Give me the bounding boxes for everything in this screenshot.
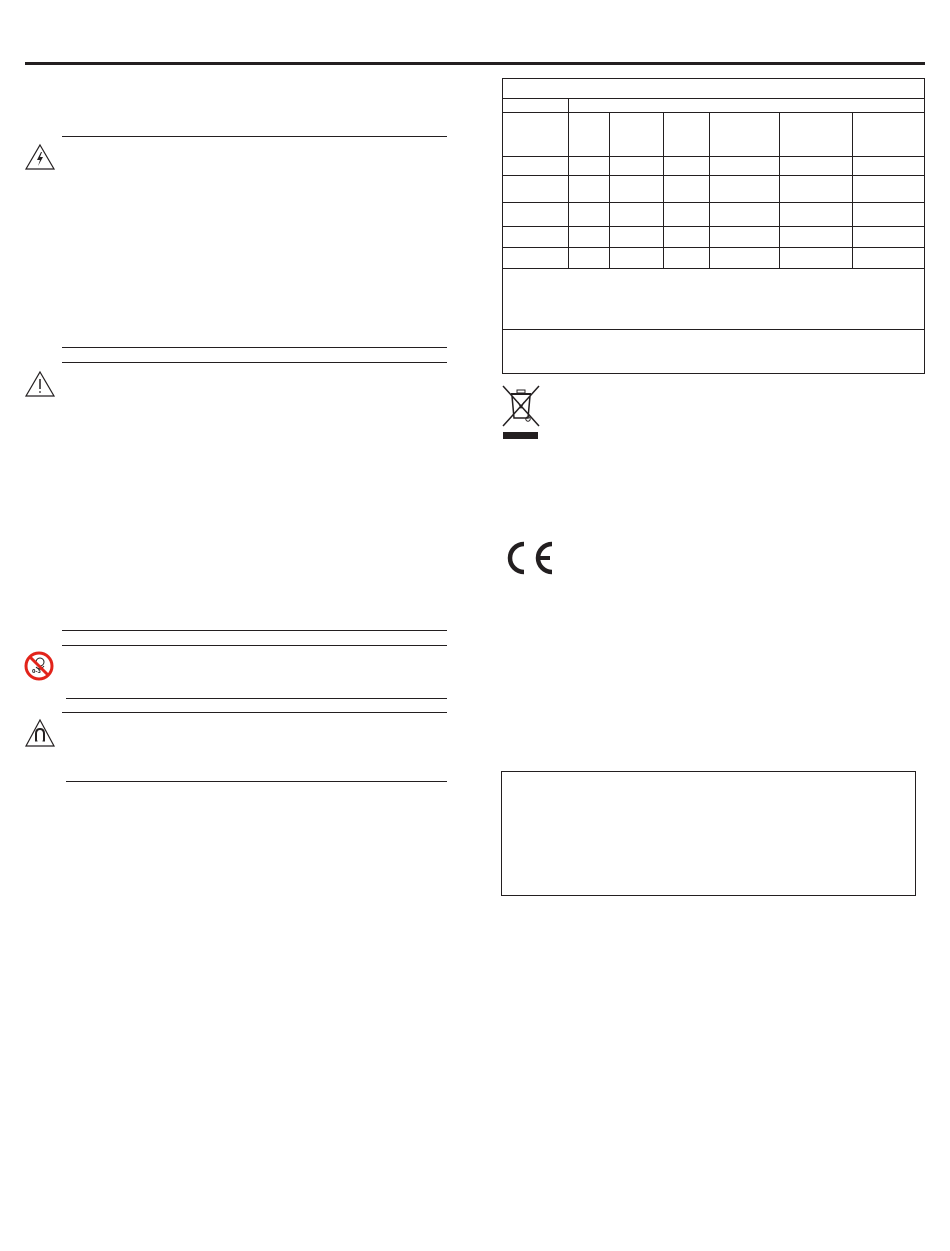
- table-row-divider: [503, 226, 924, 227]
- table-col-divider: [568, 98, 569, 268]
- table-row-divider: [503, 156, 924, 157]
- exclamation-warning-icon: [24, 370, 56, 398]
- hazardous-substance-table: [502, 78, 925, 374]
- table-col-divider: [852, 112, 853, 268]
- header-rule: [25, 62, 925, 65]
- table-col-divider: [663, 112, 664, 268]
- section-rule: [62, 712, 447, 713]
- table-row-divider: [503, 112, 924, 113]
- section-rule: [66, 698, 447, 699]
- table-col-divider: [709, 112, 710, 268]
- table-row-divider: [503, 202, 924, 203]
- table-row-divider: [503, 268, 924, 269]
- svg-text:0-3: 0-3: [32, 669, 42, 675]
- section-rule: [62, 347, 447, 348]
- table-row-divider: [503, 98, 924, 99]
- magnet-warning-icon: [24, 718, 56, 748]
- table-row-divider: [503, 175, 924, 176]
- section-rule: [62, 362, 447, 363]
- crossed-out-wheelie-bin-icon: [500, 384, 542, 442]
- section-rule: [62, 645, 447, 646]
- ce-mark-icon: [502, 540, 556, 576]
- table-row-divider: [503, 247, 924, 248]
- section-rule: [62, 630, 447, 631]
- high-voltage-icon: [24, 143, 56, 171]
- section-rule: [66, 781, 447, 782]
- not-for-children-0-3-icon: [24, 651, 54, 681]
- table-col-divider: [609, 112, 610, 268]
- table-col-divider: [779, 112, 780, 268]
- table-row-divider: [503, 329, 924, 330]
- section-rule: [62, 136, 447, 137]
- info-box: [501, 771, 916, 896]
